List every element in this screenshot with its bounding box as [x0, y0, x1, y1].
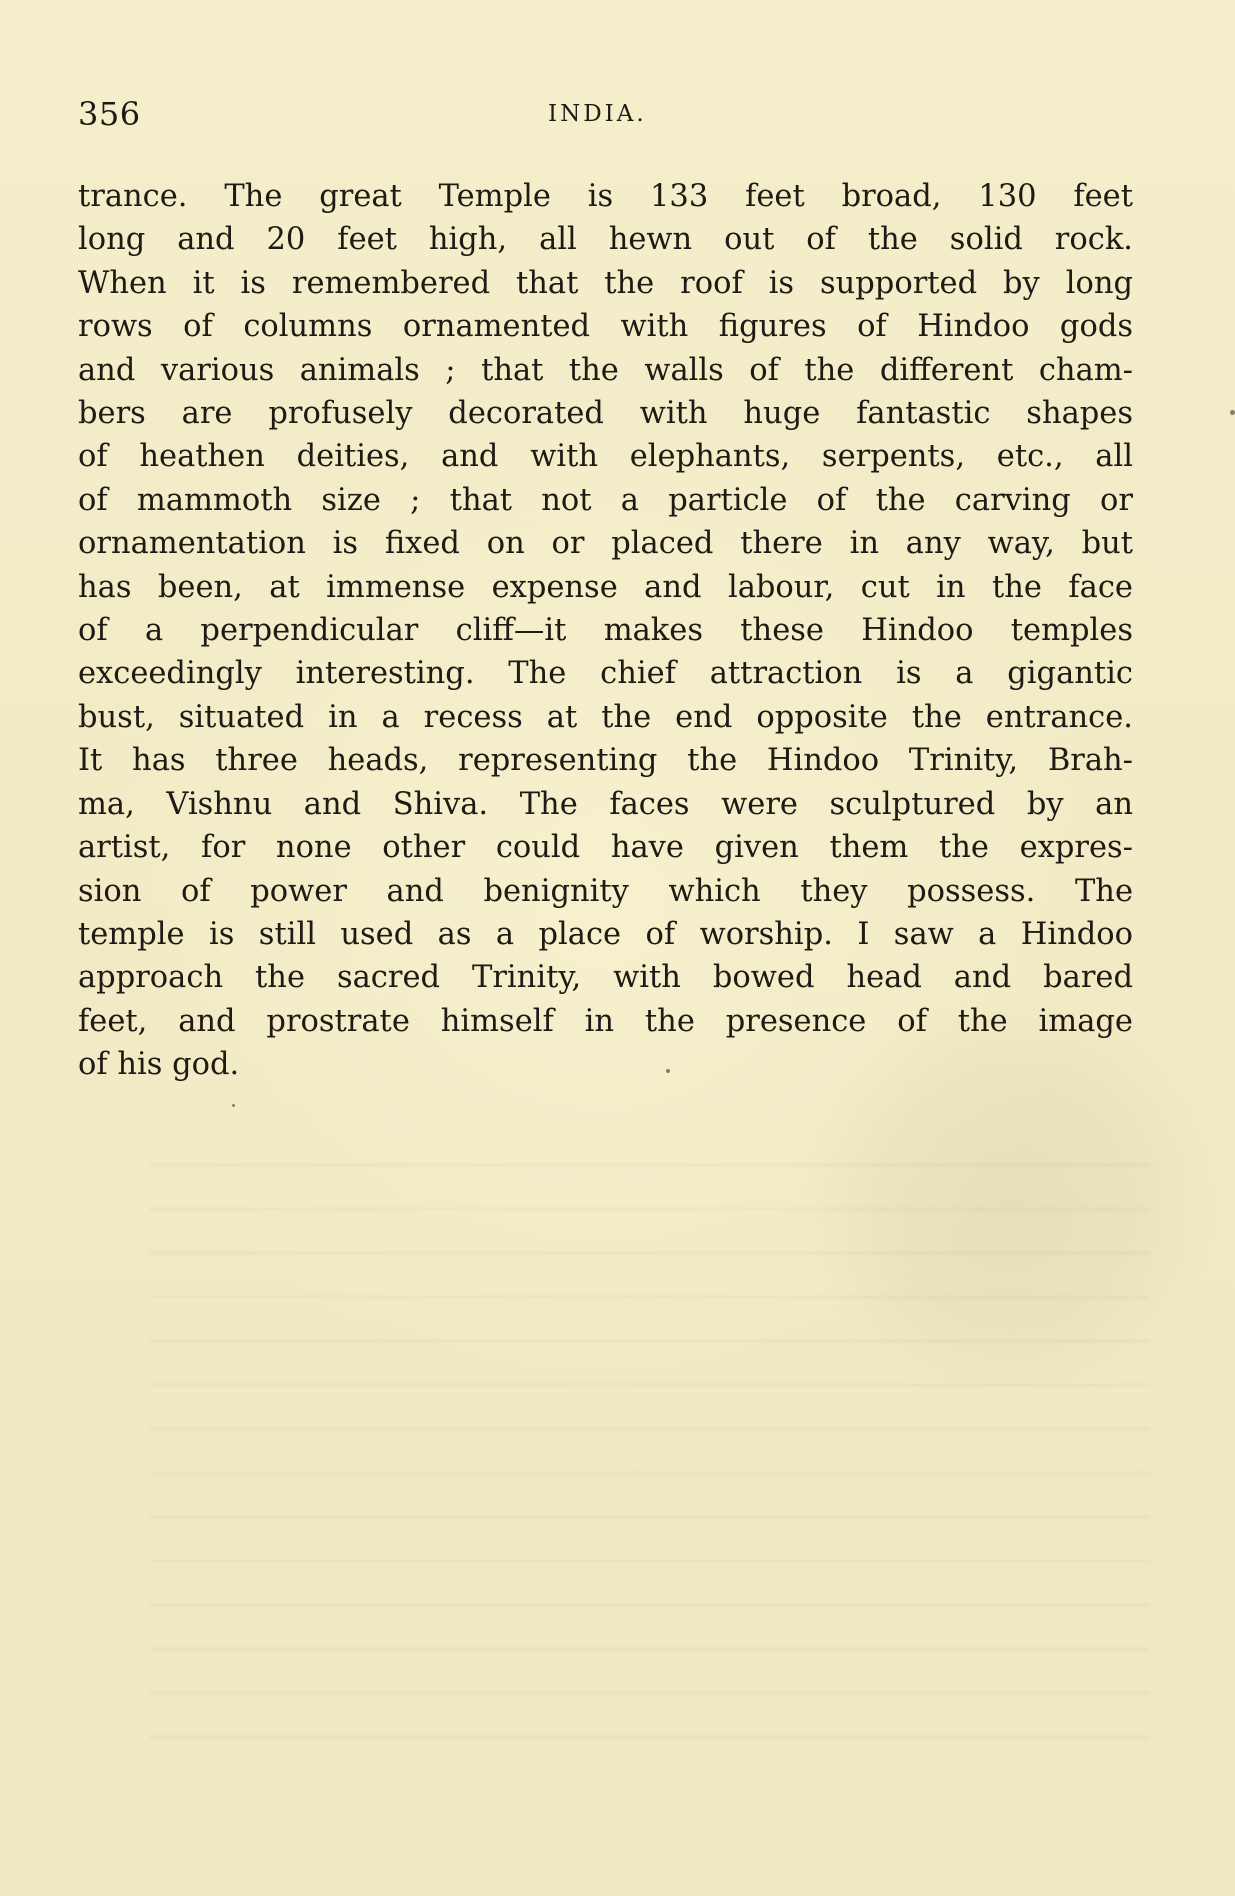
text-line: exceedingly interesting. The chief attraction is a gigantic [78, 656, 1133, 692]
text-line: bust, situated in a recess at the end opposite the entrance. [78, 699, 1133, 735]
text-line: approach the sacred Trinity, with bowed head and bared [78, 960, 1133, 996]
running-head: INDIA. [548, 101, 647, 127]
text-line: artist, for none other could have given them the expres- [78, 830, 1133, 866]
text-line-last: of his god. [78, 1047, 240, 1083]
text-line: It has three heads, representing the Hindoo Trinity, Brah- [78, 743, 1133, 779]
text-line: has been, at immense expense and labour, cut in the face [78, 569, 1133, 605]
text-line: When it is remembered that the roof is supported by long [78, 265, 1133, 301]
body-text [78, 175, 1133, 1087]
text-line: long and 20 feet high, all hewn out of the solid rock. [78, 222, 1133, 258]
text-line: trance. The great Temple is 133 feet broad, 130 feet [78, 179, 1133, 214]
page-header [78, 95, 1133, 135]
text-line: of heathen deities, and with elephants, serpents, etc., all [78, 439, 1133, 475]
ink-speck [232, 1104, 235, 1107]
text-line: ma, Vishnu and Shiva. The faces were sculptured by an [78, 786, 1133, 822]
text-line: bers are profusely decorated with huge fantastic shapes [78, 396, 1133, 432]
text-line: rows of columns ornamented with figures of Hindoo gods [78, 309, 1133, 345]
text-line: sion of power and benignity which they possess. The [78, 873, 1133, 909]
ink-speck [1230, 410, 1235, 415]
text-line: of mammoth size ; that not a particle of the carving or [78, 482, 1133, 518]
text-line: and various animals ; that the walls of the different cham- [78, 352, 1133, 388]
text-line: ornamentation is fixed on or placed there in any way, but [78, 526, 1133, 562]
text-line: feet, and prostrate himself in the presence of the image [78, 1003, 1133, 1039]
bleed-through-texture [150, 1130, 1150, 1760]
ink-speck [666, 1069, 670, 1073]
page-number: 356 [78, 95, 141, 133]
text-line: of a perpendicular cliff—it makes these Hindoo temples [78, 613, 1133, 649]
text-line: temple is still used as a place of worship. I saw a Hindoo [78, 916, 1133, 952]
